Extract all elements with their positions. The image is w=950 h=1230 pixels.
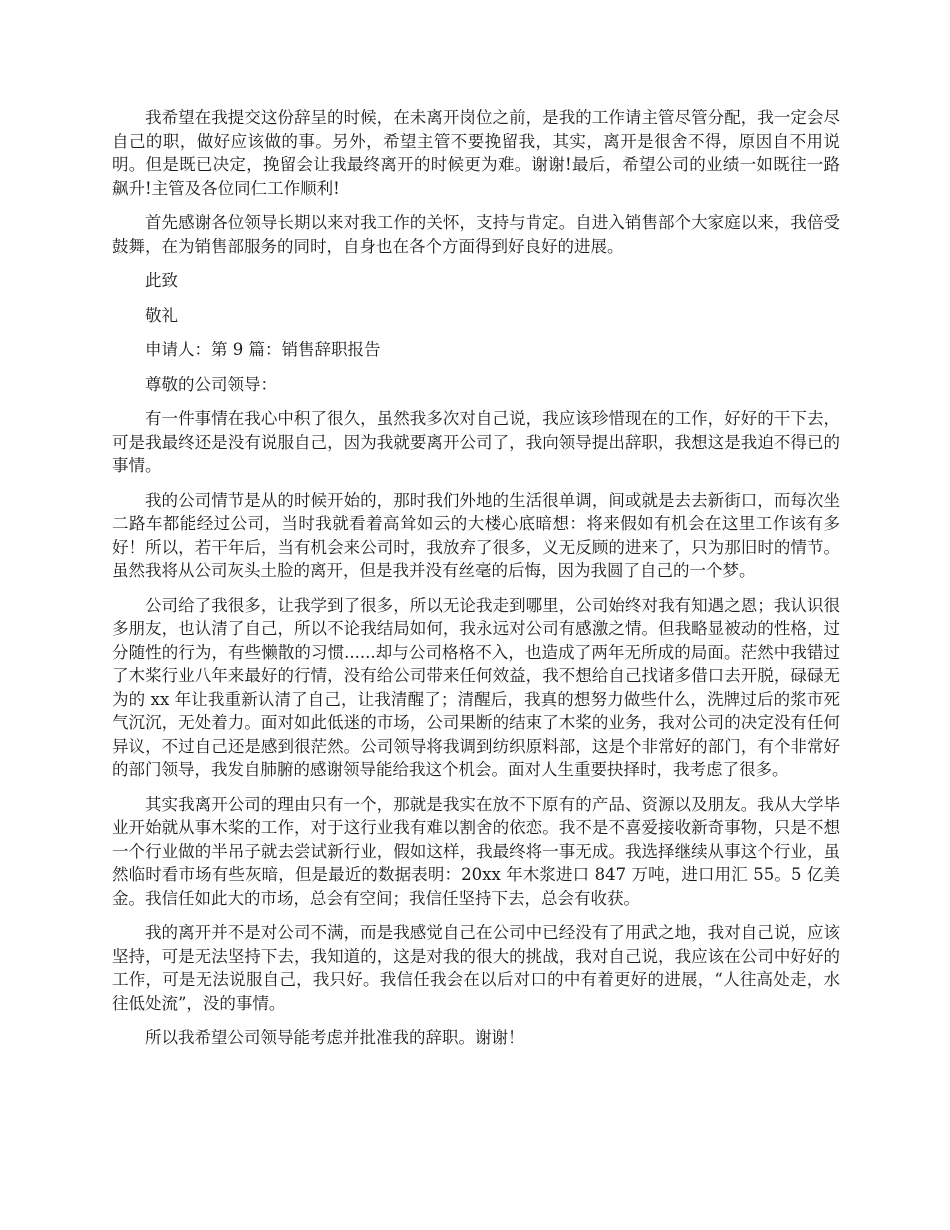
- greeting: 尊敬的公司领导：: [145, 374, 277, 394]
- applicant-heading: 申请人：第 9 篇：销售辞职报告: [145, 340, 381, 359]
- closing-salutation: 此致: [145, 271, 178, 290]
- paragraph-decision: 有一件事情在我心中积了很久，虽然我多次对自己说，我应该珍惜现在的工作，好好的干下去，可是我最终还是没有说服自己，因为我就要离开公司了，我向领导提出辞职，我想这是我迫不得已的事情。: [112, 409, 840, 475]
- paragraph-reason: 其实我离开公司的理由只有一个，那就是我实在放不下原有的产品、资源以及朋友。我从大学毕业开始就从事木桨的工作，对于这行业我有难以割舍的依恋。我不是不喜爱接收新奇事物，只是不想一个行业做的半吊子就去尝试新行业，假如这样，我最终将一事无成。我选择继续从事这个行业，虽然临时看市场有些灰暗，但是最近的数据表明：20xx 年木浆进口 847 万吨，进口用汇 55。5 亿美金。我信任如此大的市场，总会有空间；我信任坚持下去，总会有收获。: [112, 794, 840, 908]
- paragraph-company-memory: 我的公司情节是从的时候开始的，那时我们外地的生活很单调，间或就是去去新街口，而每次坐二路车都能经过公司，当时我就看着高耸如云的大楼心底暗想：将来假如有机会在这里工作该有多好！所以，若干年后，当有机会来公司时，我放弃了很多，义无反顾的进来了，只为那旧时的情节。虽然我将从公司灰头土脸的离开，但是我并没有丝毫的后悔，因为我圆了自己的一个梦。: [112, 490, 840, 580]
- paragraph-not-dissatisfied: 我的离开并不是对公司不满，而是我感觉自己在公司中已经没有了用武之地，我对自己说，应该坚持，可是无法坚持下去，我知道的，这是对我的很大的挑战，我对自己说，我应该在公司中好好的工作，可是无法说服自己，我只好。我信任我会在以后对口的中有着更好的进展，“人往高处走，水往低处流”，没的事情。: [112, 923, 840, 1013]
- paragraph-resignation-request: 我希望在我提交这份辞呈的时候，在未离开岗位之前，是我的工作请主管尽管分配，我一定会尽自己的职，做好应该做的事。另外，希望主管不要挽留我，其实，离开是很舍不得，原因自不用说明。但是既已决定，挽留会让我最终离开的时候更为难。谢谢!最后，希望公司的业绩一如既往一路飙升!主管及各位同仁工作顺利!: [112, 108, 840, 198]
- document-body: [112, 106, 840, 1061]
- paragraph-gratitude: 公司给了我很多，让我学到了很多，所以无论我走到哪里，公司始终对我有知遇之恩；我认识很多朋友，也认清了自己，所以不论我结局如何，我永远对公司有感激之情。但我略显被动的性格，过分随性的行为，有些懒散的习惯......却与公司格格不入，也造成了两年无所成的局面。茫然中我错过了木桨行业八年来最好的行情，没有给公司带来任何效益，我不想给自己找诸多借口去开脱，碌碌无为的 xx 年让我重新认清了自己，让我清醒了；清醒后，我真的想努力做些什么，洗牌过后的浆市死气沉沉，无处着力。面对如此低迷的市场，公司果断的结束了木桨的业务，我对公司的决定没有任何异议，不过自己还是感到很茫然。公司领导将我调到纺织原料部，这是个非常好的部门，有个非常好的部门领导，我发自肺腑的感谢领导能给我这个机会。面对人生重要抉择时，我考虑了很多。: [112, 595, 840, 779]
- paragraph-thanks: 首先感谢各位领导长期以来对我工作的关怀，支持与肯定。自进入销售部个大家庭以来，我倍受鼓舞，在为销售部服务的同时，自身也在各个方面得到好良好的进展。: [112, 213, 840, 256]
- closing-respect: 敬礼: [145, 305, 178, 325]
- paragraph-final-request: 所以我希望公司领导能考虑并批准我的辞职。谢谢！: [145, 1028, 525, 1047]
